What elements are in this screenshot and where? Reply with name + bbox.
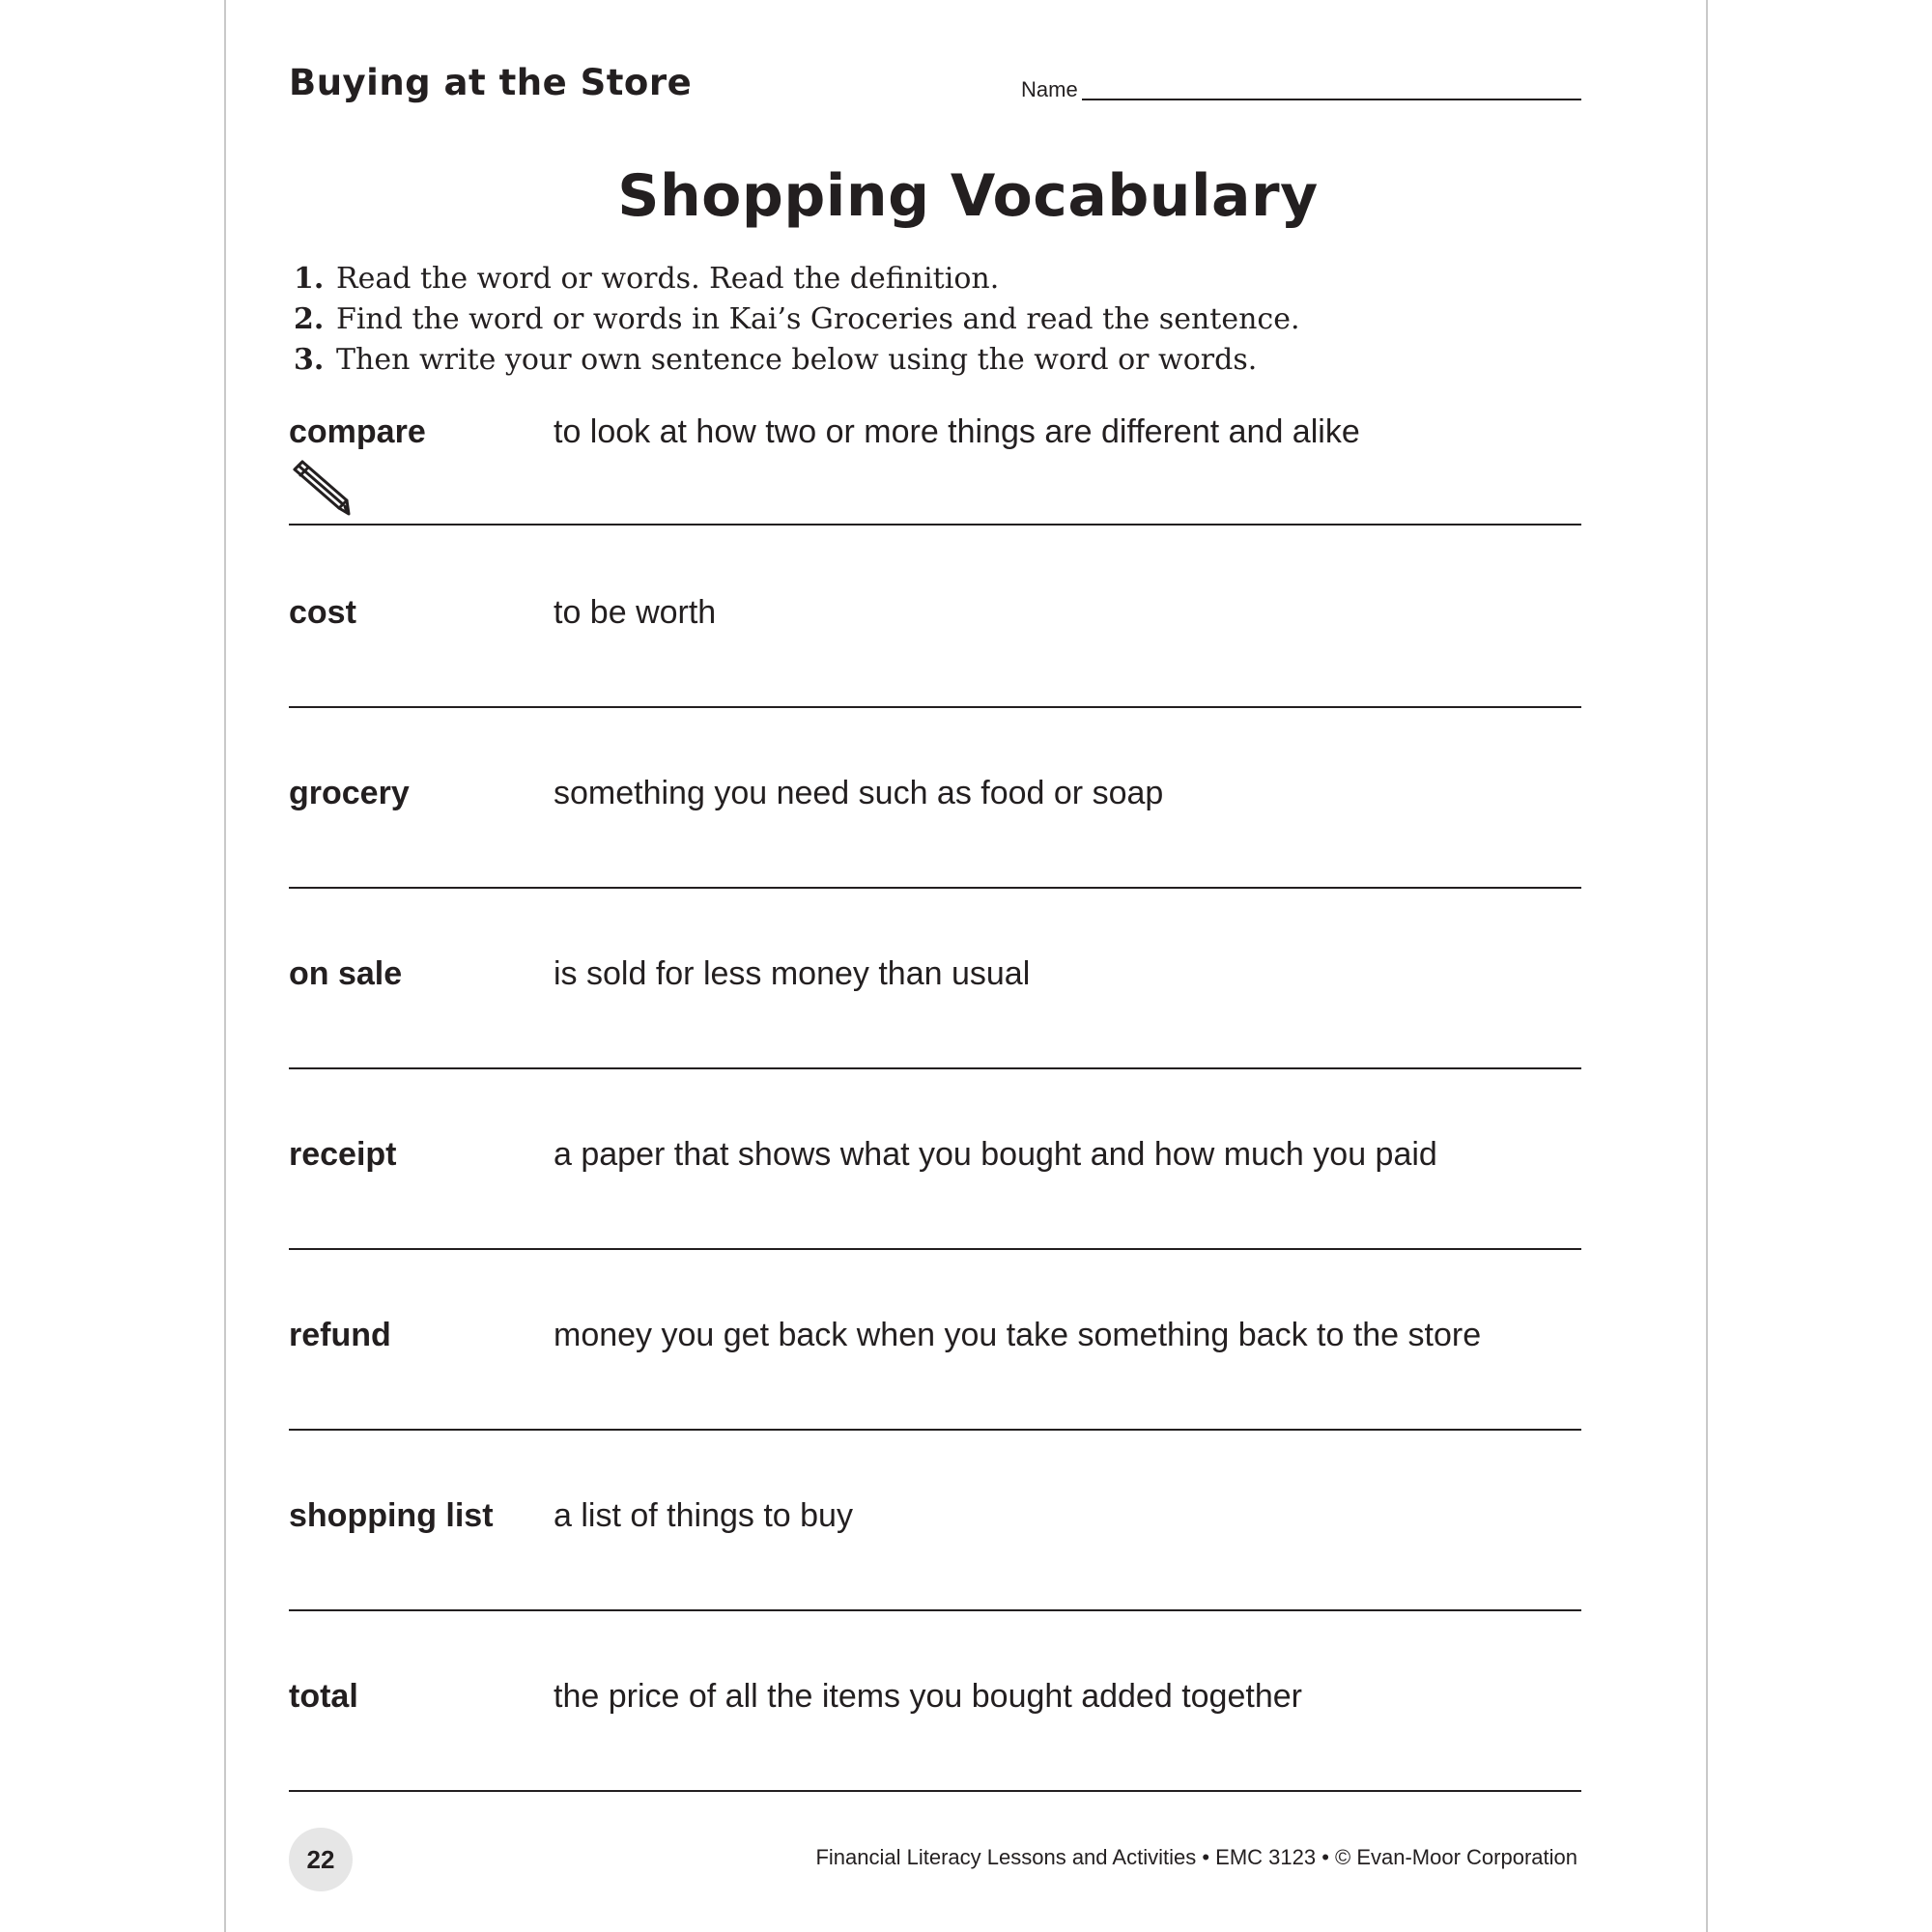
instruction-item xyxy=(294,259,1300,299)
pencil-icon xyxy=(289,456,351,518)
vocab-term: total xyxy=(289,1678,358,1715)
name-write-line[interactable] xyxy=(1082,99,1581,100)
vocab-term: on sale xyxy=(289,955,403,992)
page-title: Shopping Vocabulary xyxy=(617,162,1319,230)
worksheet-page xyxy=(224,0,1708,1932)
vocab-row-total xyxy=(289,1678,1581,1859)
vocab-definition: a list of things to buy xyxy=(554,1497,853,1534)
vocab-row-refund xyxy=(289,1317,1581,1497)
page-number-badge: 22 xyxy=(289,1828,353,1891)
vocab-definition: something you need such as food or soap xyxy=(554,775,1164,811)
vocab-definition: to look at how two or more things are different and alike xyxy=(554,413,1360,450)
answer-line[interactable] xyxy=(289,1609,1581,1611)
instruction-text: Then write your own sentence below using the word or words. xyxy=(336,343,1258,377)
vocab-row-receipt xyxy=(289,1136,1581,1317)
instructions-list xyxy=(294,259,1300,381)
vocab-term: compare xyxy=(289,413,426,450)
answer-line[interactable] xyxy=(289,1429,1581,1431)
name-field xyxy=(1021,77,1581,116)
unit-topic: Buying at the Store xyxy=(289,62,693,103)
answer-line[interactable] xyxy=(289,1790,1581,1792)
vocab-term: grocery xyxy=(289,775,410,811)
answer-line[interactable] xyxy=(289,706,1581,708)
footer-credit: Financial Literacy Lessons and Activities • EMC 3123 • © Evan-Moor Corporation xyxy=(815,1845,1577,1869)
vocab-row-on-sale xyxy=(289,955,1581,1136)
vocab-row-shopping-list xyxy=(289,1497,1581,1678)
vocab-definition: the price of all the items you bought added together xyxy=(554,1678,1302,1715)
vocab-row-compare xyxy=(289,413,1581,594)
name-label: Name xyxy=(1021,77,1078,101)
vocab-definition: a paper that shows what you bought and how much you paid xyxy=(554,1136,1437,1173)
instruction-number: 2. xyxy=(294,302,325,336)
answer-line[interactable] xyxy=(289,887,1581,889)
vocab-row-grocery xyxy=(289,775,1581,955)
instruction-number: 1. xyxy=(294,262,325,296)
vocab-definition: to be worth xyxy=(554,594,717,631)
vocab-term: refund xyxy=(289,1317,391,1353)
vocab-definition: money you get back when you take something back to the store xyxy=(554,1317,1482,1353)
instruction-text: Find the word or words in Kai’s Groceries and read the sentence. xyxy=(336,302,1300,336)
vocab-definition: is sold for less money than usual xyxy=(554,955,1031,992)
instruction-text: Read the word or words. Read the definition. xyxy=(336,262,1000,296)
answer-line[interactable] xyxy=(289,524,1581,526)
answer-line[interactable] xyxy=(289,1248,1581,1250)
instruction-item xyxy=(294,340,1300,381)
vocab-term: cost xyxy=(289,594,356,631)
vocab-term: shopping list xyxy=(289,1497,494,1534)
answer-line[interactable] xyxy=(289,1067,1581,1069)
vocab-term: receipt xyxy=(289,1136,397,1173)
instruction-item xyxy=(294,299,1300,340)
instruction-number: 3. xyxy=(294,343,325,377)
vocab-row-cost xyxy=(289,594,1581,775)
